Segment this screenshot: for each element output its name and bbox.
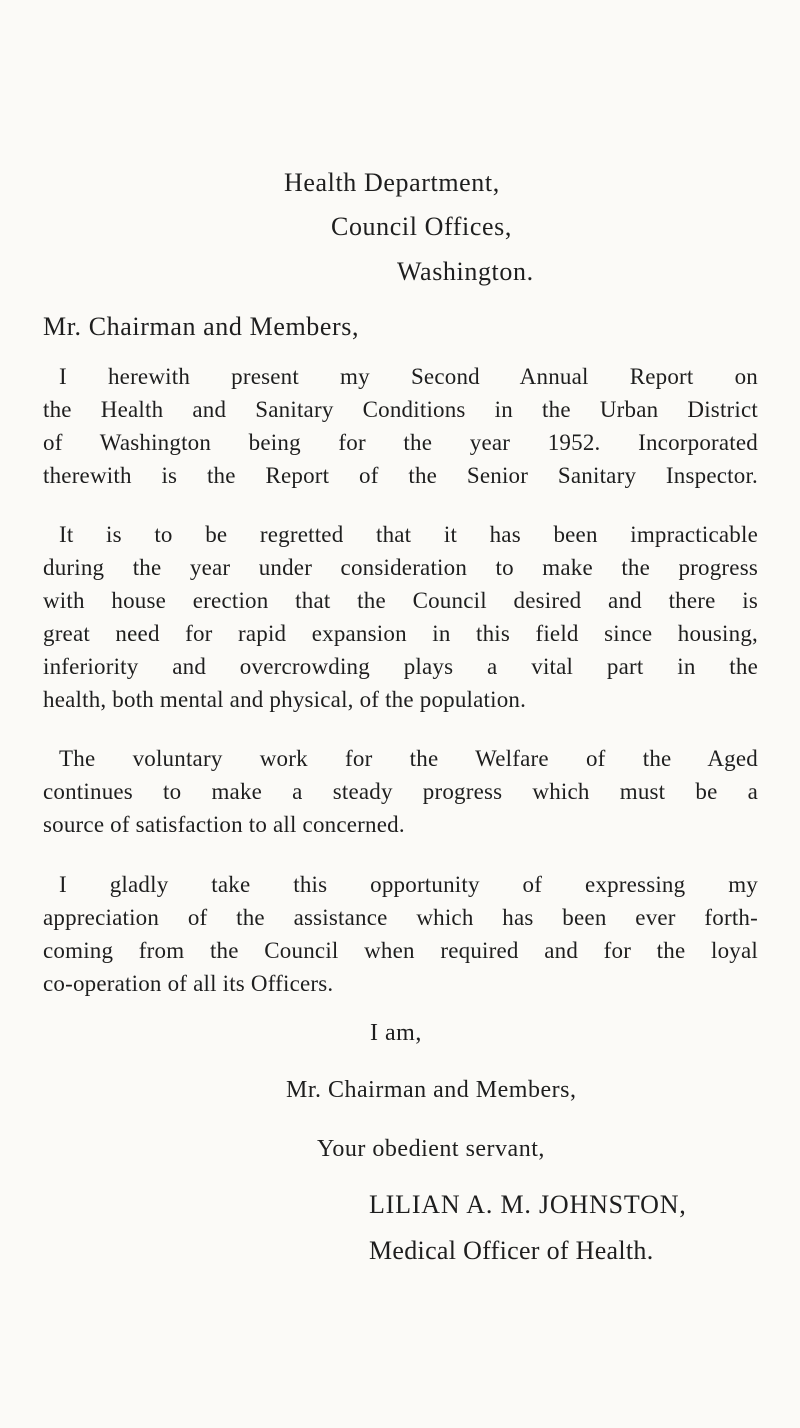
paragraph-line: I herewith present my Second Annual Report on [59,364,758,389]
paragraph-line: source of satisfaction to all concerned. [43,812,405,837]
paragraph-line: of Washington being for the year 1952. Incorporated [43,430,758,455]
letterhead-department: Health Department, [284,168,500,197]
salutation: Mr. Chairman and Members, [43,312,360,341]
signature-title: Medical Officer of Health. [369,1236,654,1265]
paragraph-line: It is to be regretted that it has been impracticable [59,522,758,547]
closing-servant: Your obedient servant, [317,1136,545,1162]
paragraph-line: appreciation of the assistance which has been ever forth- [43,905,758,930]
paragraph-appreciation [43,868,758,1000]
paragraph-line: coming from the Council when required and for the loyal [43,938,758,963]
paragraph-line: health, both mental and physical, of the population. [43,687,527,712]
paragraph-line: great need for rapid expansion in this field since housing, [43,621,758,646]
paragraph-line: continues to make a steady progress which must be a [43,779,758,804]
paragraph-line: co-operation of all its Officers. [43,971,334,996]
paragraph-line: inferiority and overcrowding plays a vital part in the [43,654,758,679]
letterhead-town: Washington. [397,257,534,286]
paragraph-welfare-aged [43,742,758,841]
paragraph-line: the Health and Sanitary Conditions in the Urban District [43,397,758,422]
closing-addressees: Mr. Chairman and Members, [286,1077,577,1103]
paragraph-line: during the year under consideration to make the progress [43,555,758,580]
paragraph-line: therewith is the Report of the Senior Sanitary Inspector. [43,463,758,488]
paragraph-line: I gladly take this opportunity of expressing my [59,872,758,897]
paragraph-line: The voluntary work for the Welfare of the Aged [59,746,758,771]
paragraph-line: with house erection that the Council desired and there is [43,588,758,613]
paragraph-report-intro [43,360,758,492]
paragraph-housing [43,518,758,716]
closing-i-am: I am, [370,1020,422,1046]
signature-name: LILIAN A. M. JOHNSTON, [369,1190,687,1219]
letterhead-offices: Council Offices, [331,212,512,241]
